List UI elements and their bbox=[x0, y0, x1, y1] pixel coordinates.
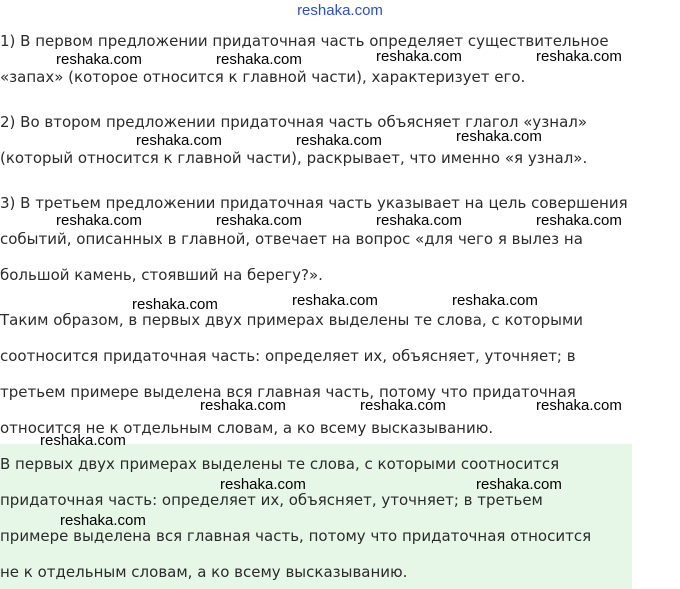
conclusion-line-2: соотносится придаточная часть: определяет их, объясняет, уточняет; в bbox=[0, 347, 576, 365]
watermark: reshaka.com bbox=[56, 51, 142, 68]
watermark: reshaka.com bbox=[456, 128, 542, 145]
paragraph-2-line-1: 2) Во втором предложении придаточная часть объясняет глагол «узнал» bbox=[0, 113, 588, 131]
watermark: reshaka.com bbox=[292, 292, 378, 309]
watermark: reshaka.com bbox=[132, 296, 218, 313]
watermark: reshaka.com bbox=[40, 432, 126, 449]
conclusion-line-4: относится не к отдельным словам, а ко всему высказыванию. bbox=[0, 419, 494, 437]
paragraph-2-line-2: (который относится к главной части), раскрывает, что именно «я узнал». bbox=[0, 149, 588, 167]
paragraph-3-line-3: большой камень, стоявший на берегу?». bbox=[0, 266, 323, 284]
watermark: reshaka.com bbox=[452, 292, 538, 309]
watermark: reshaka.com bbox=[220, 476, 306, 493]
watermark: reshaka.com bbox=[376, 48, 462, 65]
site-header-link[interactable]: reshaka.com bbox=[297, 2, 383, 19]
paragraph-1-line-2: «запах» (которое относится к главной части), характеризует его. bbox=[0, 68, 526, 86]
watermark: reshaka.com bbox=[536, 212, 622, 229]
conclusion-line-1: Таким образом, в первых двух примерах выделены те слова, с которыми bbox=[0, 311, 584, 329]
watermark: reshaka.com bbox=[200, 397, 286, 414]
paragraph-1-line-1: 1) В первом предложении придаточная часть определяет существительное bbox=[0, 32, 609, 50]
watermark: reshaka.com bbox=[216, 51, 302, 68]
watermark: reshaka.com bbox=[216, 212, 302, 229]
watermark: reshaka.com bbox=[56, 212, 142, 229]
conclusion-line-3: третьем примере выделена вся главная часть, потому что придаточная bbox=[0, 383, 576, 401]
answer-line-4: не к отдельным словам, а ко всему высказыванию. bbox=[0, 563, 408, 581]
watermark: reshaka.com bbox=[360, 397, 446, 414]
watermark: reshaka.com bbox=[296, 132, 382, 149]
answer-line-3: примере выделена вся главная часть, потому что придаточная относится bbox=[0, 527, 592, 545]
watermark: reshaka.com bbox=[376, 212, 462, 229]
paragraph-3-line-2: событий, описанных в главной, отвечает на вопрос «для чего я вылез на bbox=[0, 230, 583, 248]
paragraph-3-line-1: 3) В третьем предложении придаточная часть указывает на цель совершения bbox=[0, 194, 628, 212]
watermark: reshaka.com bbox=[136, 132, 222, 149]
answer-line-2: придаточная часть: определяет их, объясняет, уточняет; в третьем bbox=[0, 491, 543, 509]
watermark: reshaka.com bbox=[476, 476, 562, 493]
answer-line-1: В первых двух примерах выделены те слова, с которыми соотносится bbox=[0, 455, 560, 473]
watermark: reshaka.com bbox=[536, 48, 622, 65]
watermark: reshaka.com bbox=[536, 397, 622, 414]
watermark: reshaka.com bbox=[60, 512, 146, 529]
